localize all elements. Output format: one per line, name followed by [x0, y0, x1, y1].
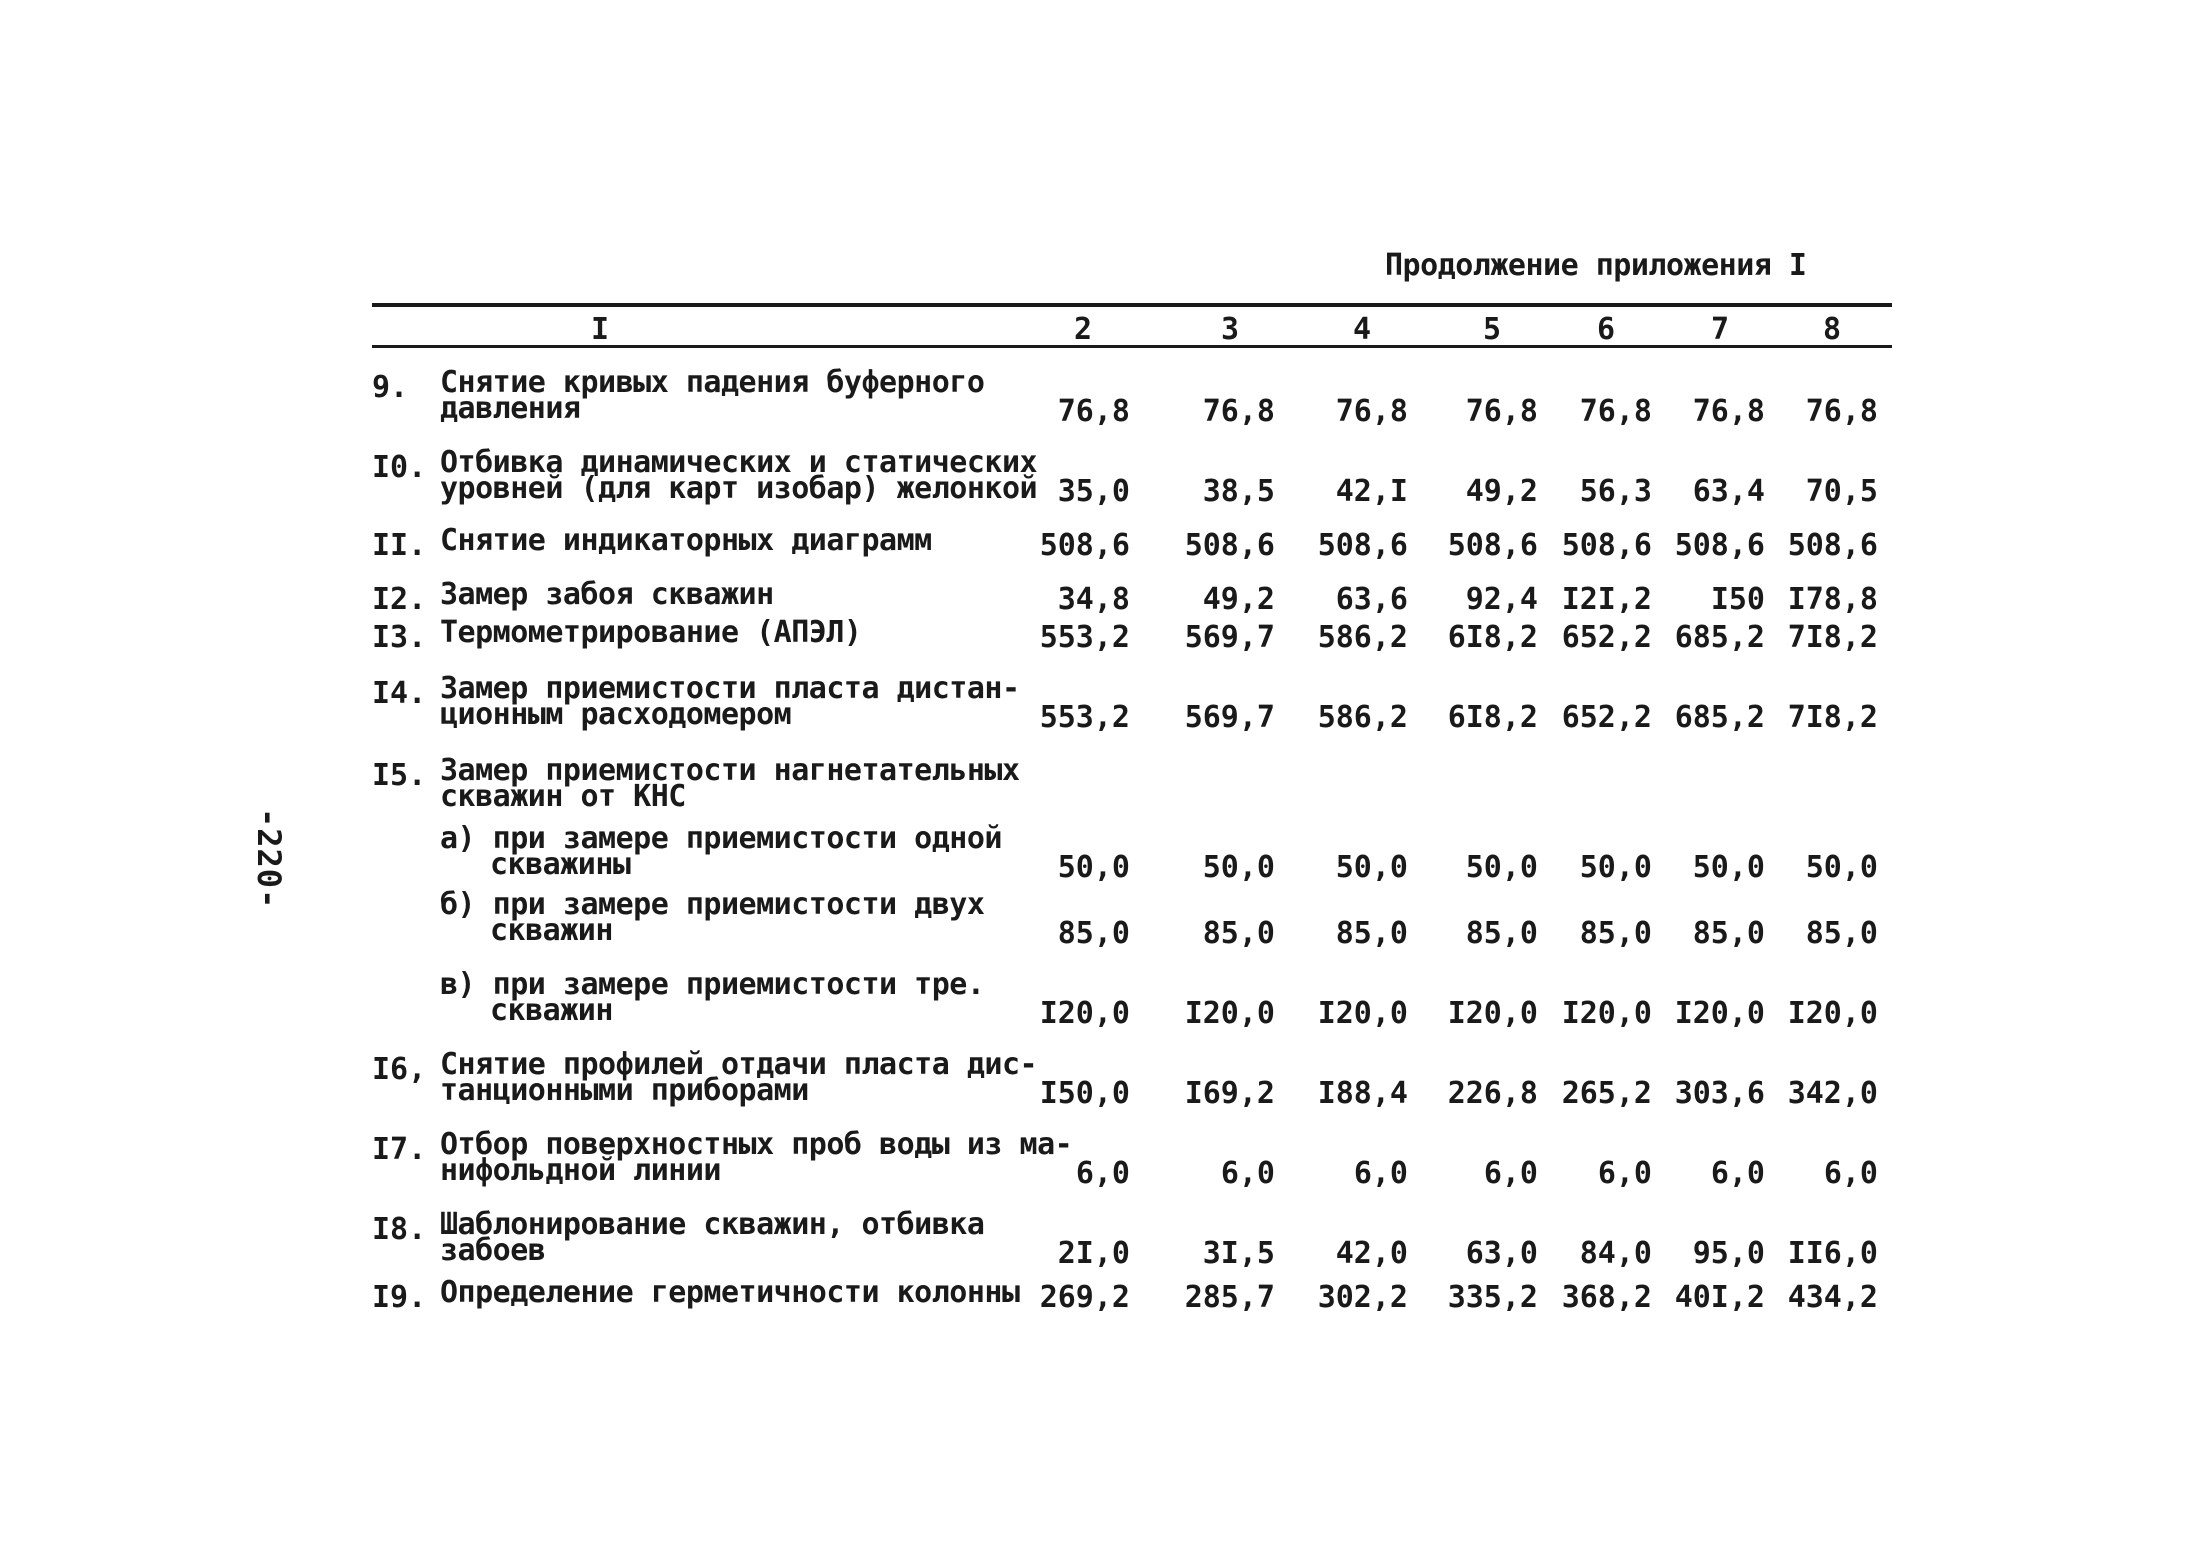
value-cell: 2I,0 — [1057, 1236, 1130, 1271]
value-cell: 685,2 — [1674, 620, 1765, 655]
value-cell: 76,8 — [1805, 394, 1878, 429]
row-description — [440, 445, 1038, 506]
value-cell: 76,8 — [1579, 394, 1652, 429]
value-cell: 652,2 — [1561, 620, 1652, 655]
value-cell: 50,0 — [1805, 850, 1878, 885]
value-cell: 7I8,2 — [1787, 700, 1878, 735]
value-cell: 50,0 — [1057, 850, 1130, 885]
value-cell: 303,6 — [1674, 1076, 1765, 1111]
description-line-1: Отбор поверхностных проб воды из ма- — [440, 1127, 1073, 1162]
value-cell: I88,4 — [1317, 1076, 1408, 1111]
value-cell: 7I8,2 — [1787, 620, 1878, 655]
value-cell: 63,0 — [1465, 1236, 1538, 1271]
value-cell: 508,6 — [1184, 528, 1275, 563]
value-cell: 569,7 — [1184, 620, 1275, 655]
row-description — [440, 365, 985, 426]
description-line-2: забоев — [440, 1233, 546, 1268]
row-description — [440, 1047, 1038, 1108]
description-line-1: в) при замере приемистости тре. — [440, 967, 985, 1002]
value-cell: 76,8 — [1692, 394, 1765, 429]
value-cell: 50,0 — [1692, 850, 1765, 885]
row-description — [440, 671, 1020, 732]
value-cell: 42,0 — [1335, 1236, 1408, 1271]
value-cell: 63,6 — [1335, 582, 1408, 617]
row-description — [440, 1127, 1073, 1188]
value-cell: 368,2 — [1561, 1280, 1652, 1315]
value-cell: 6I8,2 — [1447, 700, 1538, 735]
header-col-1: I — [590, 312, 610, 347]
value-cell: 56,3 — [1579, 474, 1652, 509]
value-cell: I2I,2 — [1561, 582, 1652, 617]
value-cell: 586,2 — [1317, 620, 1408, 655]
header-col-5: 5 — [1482, 312, 1502, 347]
description-line-1: Снятие индикаторных диаграмм — [440, 523, 932, 558]
value-cell: I20,0 — [1674, 996, 1765, 1031]
value-cell: 508,6 — [1674, 528, 1765, 563]
value-cell: 6,0 — [1823, 1156, 1878, 1191]
row-number: I2. — [372, 582, 427, 617]
value-cell: 6,0 — [1483, 1156, 1538, 1191]
row-number: I0. — [372, 450, 427, 485]
header-col-6: 6 — [1596, 312, 1616, 347]
value-cell: 553,2 — [1039, 700, 1130, 735]
description-line-2: скважины — [490, 847, 631, 882]
description-line-1: а) при замере приемистости одной — [440, 821, 1002, 856]
value-cell: I50,0 — [1039, 1076, 1130, 1111]
description-line-2: скважин — [490, 913, 613, 948]
row-number: I7. — [372, 1132, 427, 1167]
value-cell: I69,2 — [1184, 1076, 1275, 1111]
description-line-2: танционными приборами — [440, 1073, 809, 1108]
value-cell: 342,0 — [1787, 1076, 1878, 1111]
value-cell: 285,7 — [1184, 1280, 1275, 1315]
header-col-8: 8 — [1822, 312, 1842, 347]
value-cell: 6,0 — [1710, 1156, 1765, 1191]
description-line-1: Шаблонирование скважин, отбивка — [440, 1207, 985, 1242]
value-cell: 3I,5 — [1202, 1236, 1275, 1271]
value-cell: 85,0 — [1202, 916, 1275, 951]
value-cell: 85,0 — [1692, 916, 1765, 951]
header-col-7: 7 — [1710, 312, 1730, 347]
value-cell: 50,0 — [1579, 850, 1652, 885]
value-cell: I20,0 — [1317, 996, 1408, 1031]
value-cell: I20,0 — [1184, 996, 1275, 1031]
value-cell: 63,4 — [1692, 474, 1765, 509]
value-cell: 6,0 — [1075, 1156, 1130, 1191]
value-cell: 76,8 — [1057, 394, 1130, 429]
value-cell: 70,5 — [1805, 474, 1878, 509]
row-description — [440, 887, 985, 948]
value-cell: 586,2 — [1317, 700, 1408, 735]
header-col-4: 4 — [1352, 312, 1372, 347]
row-number: 9. — [372, 370, 409, 405]
value-cell: I20,0 — [1039, 996, 1130, 1031]
row-description — [440, 821, 1002, 882]
header-col-3: 3 — [1220, 312, 1240, 347]
description-line-1: Отбивка динамических и статических — [440, 445, 1038, 480]
value-cell: I50 — [1710, 582, 1765, 617]
value-cell: 34,8 — [1057, 582, 1130, 617]
value-cell: 76,8 — [1335, 394, 1408, 429]
row-description — [440, 1275, 1020, 1310]
value-cell: 265,2 — [1561, 1076, 1652, 1111]
value-cell: 85,0 — [1465, 916, 1538, 951]
row-number: I9. — [372, 1280, 427, 1315]
row-description — [440, 615, 862, 650]
value-cell: 95,0 — [1692, 1236, 1765, 1271]
value-cell: 35,0 — [1057, 474, 1130, 509]
value-cell: 85,0 — [1335, 916, 1408, 951]
value-cell: 6,0 — [1597, 1156, 1652, 1191]
value-cell: 652,2 — [1561, 700, 1652, 735]
value-cell: 49,2 — [1202, 582, 1275, 617]
description-line-2: ционным расходомером — [440, 697, 792, 732]
header-col-2: 2 — [1073, 312, 1093, 347]
value-cell: 50,0 — [1202, 850, 1275, 885]
value-cell: 76,8 — [1202, 394, 1275, 429]
value-cell: 269,2 — [1039, 1280, 1130, 1315]
value-cell: 85,0 — [1057, 916, 1130, 951]
value-cell: I20,0 — [1561, 996, 1652, 1031]
table-top-rule — [372, 303, 1892, 307]
value-cell: 50,0 — [1465, 850, 1538, 885]
description-line-2: скважин — [490, 993, 613, 1028]
row-number: II. — [372, 528, 427, 563]
description-line-2: скважин от КНС — [440, 779, 686, 814]
page-number: -220- — [250, 808, 288, 910]
value-cell: 6,0 — [1353, 1156, 1408, 1191]
description-line-1: Снятие кривых падения буферного — [440, 365, 985, 400]
value-cell: 38,5 — [1202, 474, 1275, 509]
value-cell: 6I8,2 — [1447, 620, 1538, 655]
value-cell: 40I,2 — [1674, 1280, 1765, 1315]
value-cell: 42,I — [1335, 474, 1408, 509]
description-line-1: Замер забоя скважин — [440, 577, 774, 612]
value-cell: 508,6 — [1787, 528, 1878, 563]
value-cell: 84,0 — [1579, 1236, 1652, 1271]
value-cell: 434,2 — [1787, 1280, 1878, 1315]
value-cell: I20,0 — [1787, 996, 1878, 1031]
row-number: I6, — [372, 1052, 427, 1087]
row-number: I8. — [372, 1212, 427, 1247]
row-description — [440, 967, 985, 1028]
value-cell: 508,6 — [1317, 528, 1408, 563]
value-cell: 508,6 — [1447, 528, 1538, 563]
value-cell: I78,8 — [1787, 582, 1878, 617]
row-description — [440, 577, 774, 612]
row-number: I4. — [372, 676, 427, 711]
row-description — [440, 753, 1020, 814]
value-cell: 226,8 — [1447, 1076, 1538, 1111]
row-description — [440, 1207, 985, 1268]
table-caption: Продолжение приложения I — [1385, 248, 1807, 283]
value-cell: 335,2 — [1447, 1280, 1538, 1315]
value-cell: 302,2 — [1317, 1280, 1408, 1315]
description-line-1: б) при замере приемистости двух — [440, 887, 985, 922]
value-cell: 508,6 — [1561, 528, 1652, 563]
row-number: I5. — [372, 758, 427, 793]
description-line-1: Замер приемистости нагнетательных — [440, 753, 1020, 788]
value-cell: I20,0 — [1447, 996, 1538, 1031]
value-cell: 508,6 — [1039, 528, 1130, 563]
value-cell: 85,0 — [1579, 916, 1652, 951]
description-line-2: давления — [440, 391, 581, 426]
value-cell: 6,0 — [1220, 1156, 1275, 1191]
value-cell: 553,2 — [1039, 620, 1130, 655]
description-line-1: Замер приемистости пласта дистан- — [440, 671, 1020, 706]
value-cell: 92,4 — [1465, 582, 1538, 617]
value-cell: 76,8 — [1465, 394, 1538, 429]
description-line-2: уровней (для карт изобар) желонкой — [440, 471, 1038, 506]
value-cell: II6,0 — [1787, 1236, 1878, 1271]
description-line-1: Определение герметичности колонны — [440, 1275, 1020, 1310]
description-line-2: нифольдной линии — [440, 1153, 721, 1188]
value-cell: 85,0 — [1805, 916, 1878, 951]
description-line-1: Термометрирование (АПЭЛ) — [440, 615, 862, 650]
value-cell: 50,0 — [1335, 850, 1408, 885]
value-cell: 685,2 — [1674, 700, 1765, 735]
value-cell: 49,2 — [1465, 474, 1538, 509]
value-cell: 569,7 — [1184, 700, 1275, 735]
row-description — [440, 523, 932, 558]
description-line-1: Снятие профилей отдачи пласта дис- — [440, 1047, 1038, 1082]
row-number: I3. — [372, 620, 427, 655]
